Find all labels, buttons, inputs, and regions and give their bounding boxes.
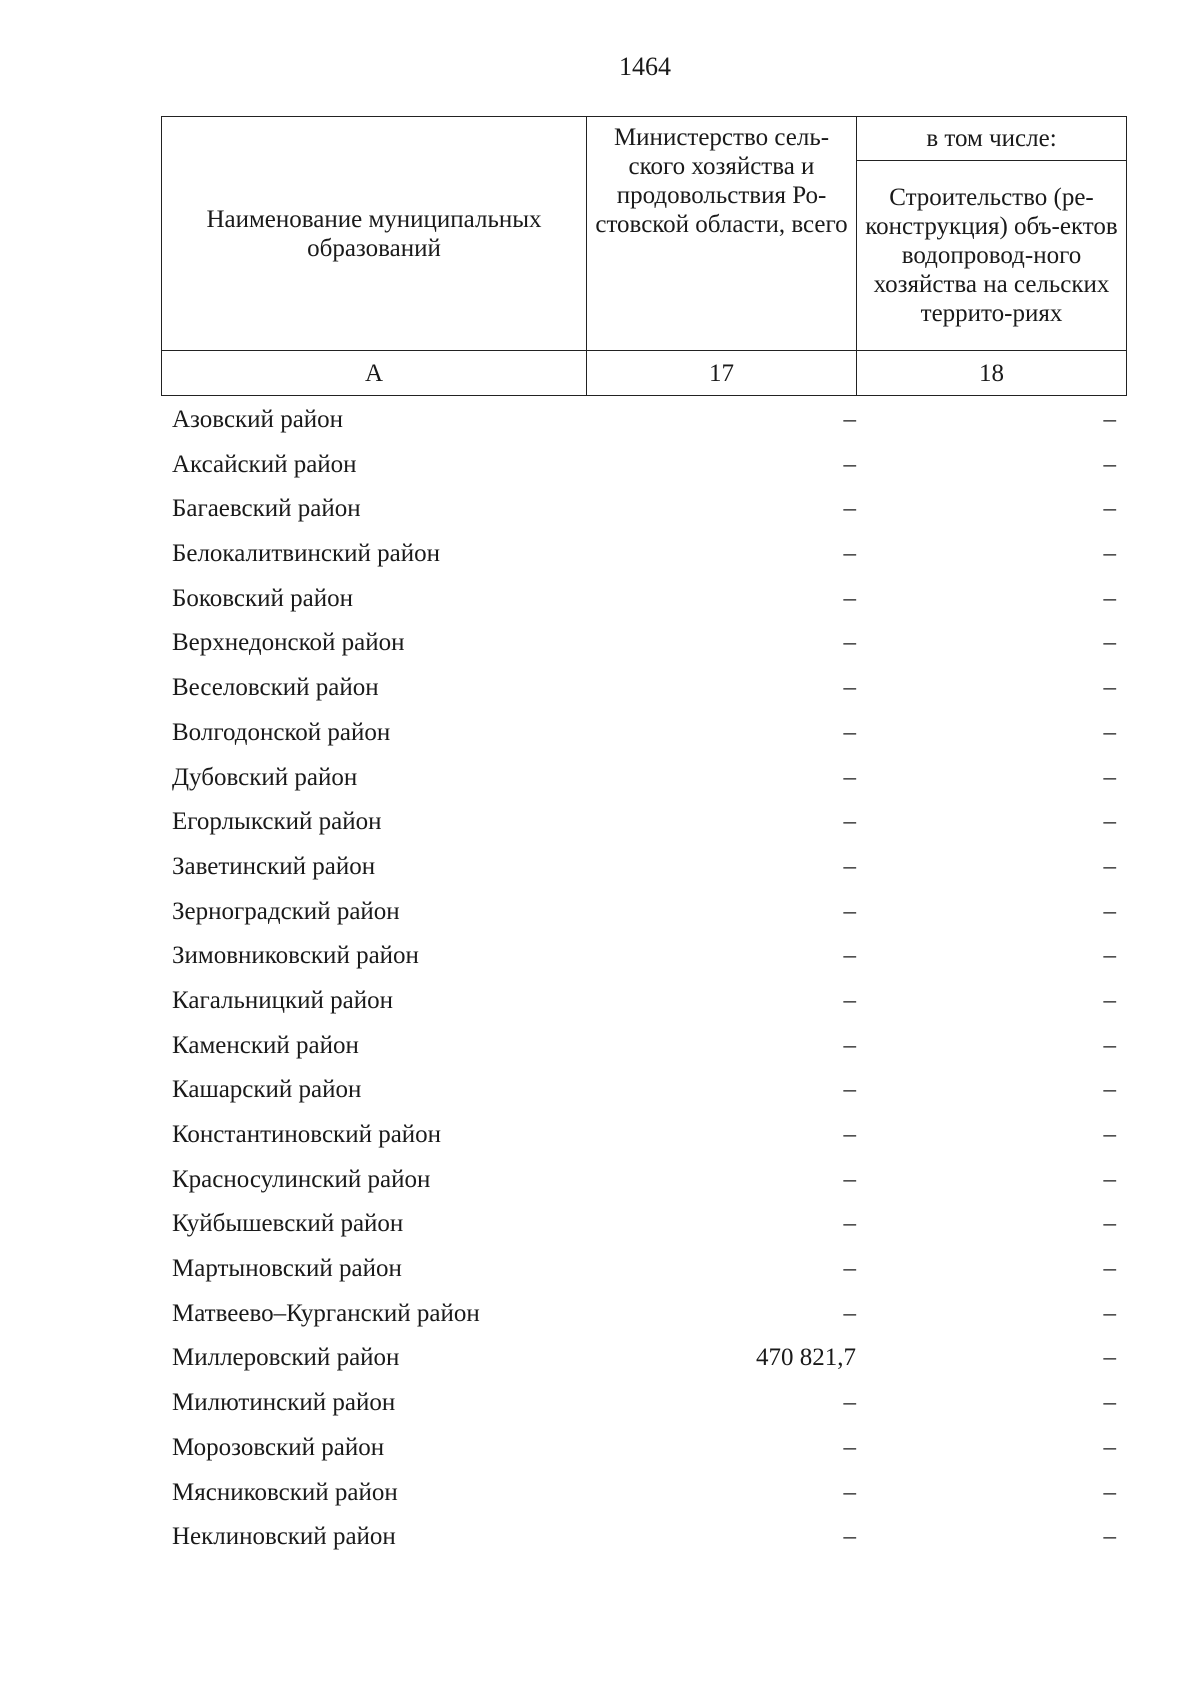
table-row xyxy=(161,1202,1126,1247)
municipality-name: Милютинский район xyxy=(172,1389,396,1417)
value-col-17: – xyxy=(843,1255,856,1283)
municipality-name: Кашарский район xyxy=(172,1076,362,1104)
value-col-18: – xyxy=(1103,1299,1116,1327)
municipality-name: Кагальницкий район xyxy=(172,986,394,1014)
value-col-18: – xyxy=(1103,986,1116,1014)
table-row xyxy=(161,979,1126,1024)
value-col-18: – xyxy=(1103,1523,1116,1551)
municipality-name: Матвеево–Курганский район xyxy=(172,1299,480,1327)
municipality-name: Багаевский район xyxy=(172,495,361,523)
header-ministry-total: Министерство сель-ского хозяйства и продовольствия Ро-стовской области, всего xyxy=(587,117,857,351)
header-index-a: А xyxy=(162,351,587,396)
table-row xyxy=(161,1113,1126,1158)
table-row xyxy=(161,1336,1126,1381)
value-col-18: – xyxy=(1103,1210,1116,1238)
table-row xyxy=(161,845,1126,890)
value-col-17: – xyxy=(843,1478,856,1506)
table-row xyxy=(161,443,1126,488)
value-col-17: – xyxy=(843,629,856,657)
header-municipality-name: Наименование муниципальных образований xyxy=(162,117,587,351)
municipality-name: Боковский район xyxy=(172,584,353,612)
table-row xyxy=(161,1158,1126,1203)
municipality-name: Красносулинский район xyxy=(172,1165,431,1193)
municipality-name: Азовский район xyxy=(172,406,344,433)
value-col-17: – xyxy=(843,674,856,702)
value-col-17: – xyxy=(843,986,856,1014)
value-col-17: – xyxy=(843,540,856,568)
municipality-name: Мартыновский район xyxy=(172,1255,402,1283)
table-row xyxy=(161,666,1126,711)
value-col-17: – xyxy=(843,897,856,925)
table-body xyxy=(161,398,1126,1560)
header-index-18: 18 xyxy=(857,351,1127,396)
value-col-18: – xyxy=(1103,584,1116,612)
municipality-name: Миллеровский район xyxy=(172,1344,400,1372)
table-row xyxy=(161,1024,1126,1069)
value-col-18: – xyxy=(1103,674,1116,702)
table-row xyxy=(161,711,1126,756)
value-col-18: – xyxy=(1103,1255,1116,1283)
value-col-18: – xyxy=(1103,629,1116,657)
municipality-name: Дубовский район xyxy=(172,763,358,791)
value-col-17: – xyxy=(843,808,856,836)
municipality-name: Константиновский район xyxy=(172,1121,442,1148)
value-col-17: – xyxy=(843,450,856,478)
value-col-17: 470 821,7 xyxy=(756,1344,856,1372)
value-col-18: – xyxy=(1103,495,1116,523)
municipality-name: Веселовский район xyxy=(172,674,379,702)
municipality-name: Волгодонской район xyxy=(172,718,391,746)
value-col-18: – xyxy=(1103,1433,1116,1461)
value-col-18: – xyxy=(1103,1031,1116,1059)
table-row xyxy=(161,398,1126,443)
table-row xyxy=(161,1381,1126,1426)
table-row xyxy=(161,800,1126,845)
table-row xyxy=(161,1292,1126,1337)
value-col-18: – xyxy=(1103,1344,1116,1372)
value-col-17: – xyxy=(843,942,856,970)
table-row xyxy=(161,1515,1126,1560)
value-col-17: – xyxy=(843,1523,856,1551)
table-row xyxy=(161,621,1126,666)
value-col-17: – xyxy=(843,495,856,523)
value-col-18: – xyxy=(1103,1121,1116,1148)
value-col-18: – xyxy=(1103,1389,1116,1417)
value-col-17: – xyxy=(843,1389,856,1417)
value-col-18: – xyxy=(1103,718,1116,746)
value-col-17: – xyxy=(843,1299,856,1327)
table-row xyxy=(161,1247,1126,1292)
value-col-18: – xyxy=(1103,1165,1116,1193)
municipality-name: Зерноградский район xyxy=(172,897,400,925)
table-row xyxy=(161,1426,1126,1471)
value-col-18: – xyxy=(1103,897,1116,925)
municipality-name: Неклиновский район xyxy=(172,1523,396,1551)
value-col-18: – xyxy=(1103,1478,1116,1506)
value-col-17: – xyxy=(843,584,856,612)
value-col-17: – xyxy=(843,1031,856,1059)
value-col-18: – xyxy=(1103,852,1116,880)
value-col-17: – xyxy=(843,763,856,791)
municipality-name: Куйбышевский район xyxy=(172,1210,404,1238)
municipality-name: Каменский район xyxy=(172,1031,359,1059)
table-row xyxy=(161,1068,1126,1113)
value-col-18: – xyxy=(1103,406,1116,433)
table-header xyxy=(161,116,1127,396)
municipality-name: Верхнедонской район xyxy=(172,629,405,657)
municipality-name: Зимовниковский район xyxy=(172,942,419,970)
municipality-name: Аксайский район xyxy=(172,450,357,478)
value-col-18: – xyxy=(1103,540,1116,568)
table-row xyxy=(161,487,1126,532)
page-number: 1464 xyxy=(619,52,671,81)
value-col-18: – xyxy=(1103,942,1116,970)
table-row xyxy=(161,577,1126,622)
municipality-name: Морозовский район xyxy=(172,1433,385,1461)
value-col-17: – xyxy=(843,1121,856,1148)
municipality-name: Мясниковский район xyxy=(172,1478,398,1506)
header-including: в том числе: xyxy=(857,117,1127,161)
value-col-17: – xyxy=(843,1076,856,1104)
value-col-18: – xyxy=(1103,763,1116,791)
header-index-17: 17 xyxy=(587,351,857,396)
municipality-name: Егорлыкский район xyxy=(172,808,382,836)
value-col-18: – xyxy=(1103,808,1116,836)
value-col-17: – xyxy=(843,718,856,746)
municipality-name: Заветинский район xyxy=(172,852,376,880)
value-col-17: – xyxy=(843,406,856,433)
table-row xyxy=(161,934,1126,979)
table-row xyxy=(161,532,1126,577)
municipality-name: Белокалитвинский район xyxy=(172,540,440,568)
table-row xyxy=(161,1471,1126,1516)
header-water-construction: Строительство (ре-конструкция) объ-ектов водопровод-ного хозяйства на сельских террито-риях xyxy=(857,161,1127,351)
value-col-18: – xyxy=(1103,1076,1116,1104)
value-col-18: – xyxy=(1103,450,1116,478)
value-col-17: – xyxy=(843,1433,856,1461)
table-row xyxy=(161,756,1126,801)
value-col-17: – xyxy=(843,1210,856,1238)
value-col-17: – xyxy=(843,852,856,880)
table-row xyxy=(161,890,1126,935)
value-col-17: – xyxy=(843,1165,856,1193)
